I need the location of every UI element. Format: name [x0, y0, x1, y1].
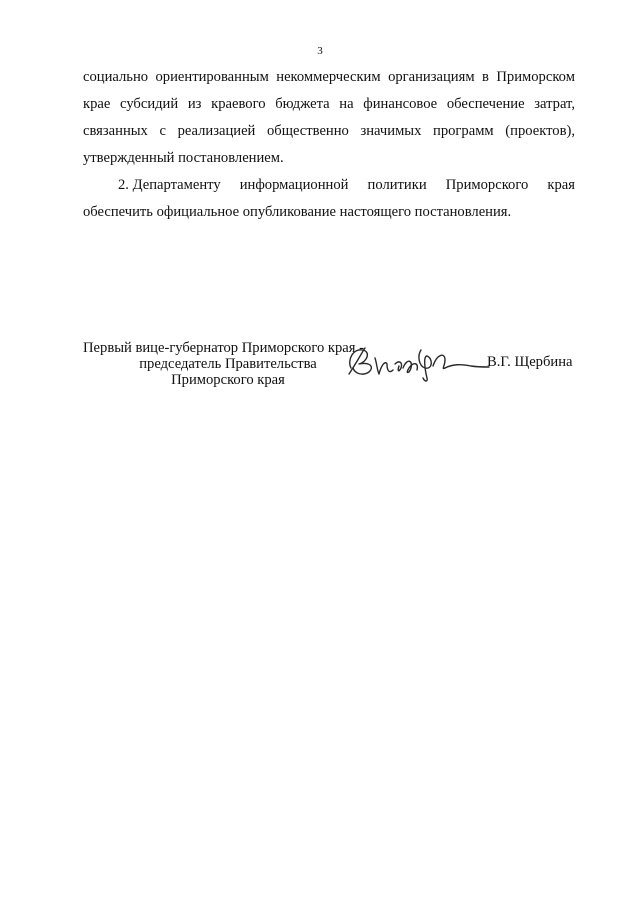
- document-body: [83, 64, 575, 226]
- paragraph2-line-1: [83, 172, 575, 199]
- word: края: [547, 177, 575, 193]
- paragraph1-line-3: [83, 118, 575, 145]
- word: некоммерческим: [276, 69, 381, 85]
- word: политики: [367, 177, 427, 193]
- page-number: 3: [317, 45, 323, 57]
- word: в: [482, 69, 489, 85]
- position-line-3: Приморского края: [171, 372, 285, 388]
- word: финансовое: [363, 96, 438, 112]
- word: субсидий: [120, 96, 179, 112]
- word: программ: [433, 123, 494, 139]
- word: из: [187, 96, 202, 112]
- word: связанных: [83, 123, 148, 139]
- word: ориентированным: [155, 69, 269, 85]
- word: обеспечение: [446, 96, 525, 112]
- word: (проектов),: [505, 123, 575, 139]
- word: с: [159, 123, 166, 139]
- word: краевого: [211, 96, 266, 112]
- signatory-position: [83, 340, 373, 388]
- paragraph1-line-1: [83, 64, 575, 91]
- word: бюджета: [275, 96, 330, 112]
- word: обеспечить официальное опубликование настоящего постановления.: [83, 204, 512, 220]
- paragraph1-line-4: [83, 145, 575, 172]
- handwritten-signature: [341, 340, 491, 382]
- word: утвержденный постановлением.: [83, 150, 284, 166]
- word: крае: [83, 96, 111, 112]
- paragraph1-line-2: [83, 91, 575, 118]
- paragraph2-line-2: [83, 199, 575, 226]
- word: общественно: [266, 123, 349, 139]
- word: социально: [83, 69, 149, 85]
- position-line-1: Первый вице-губернатор Приморского края -: [83, 340, 365, 356]
- word: 2. Департаменту: [118, 177, 221, 193]
- word: реализацией: [177, 123, 256, 139]
- signature-block: [83, 340, 583, 390]
- word: затрат,: [534, 96, 575, 112]
- word: информационной: [239, 177, 349, 193]
- word: на: [339, 96, 354, 112]
- word: организациям: [388, 69, 475, 85]
- word: Приморском: [496, 69, 575, 85]
- position-line-2: председатель Правительства: [139, 356, 317, 372]
- word: значимых: [360, 123, 422, 139]
- word: Приморского: [445, 177, 529, 193]
- signer-name: В.Г. Щербина: [487, 354, 573, 370]
